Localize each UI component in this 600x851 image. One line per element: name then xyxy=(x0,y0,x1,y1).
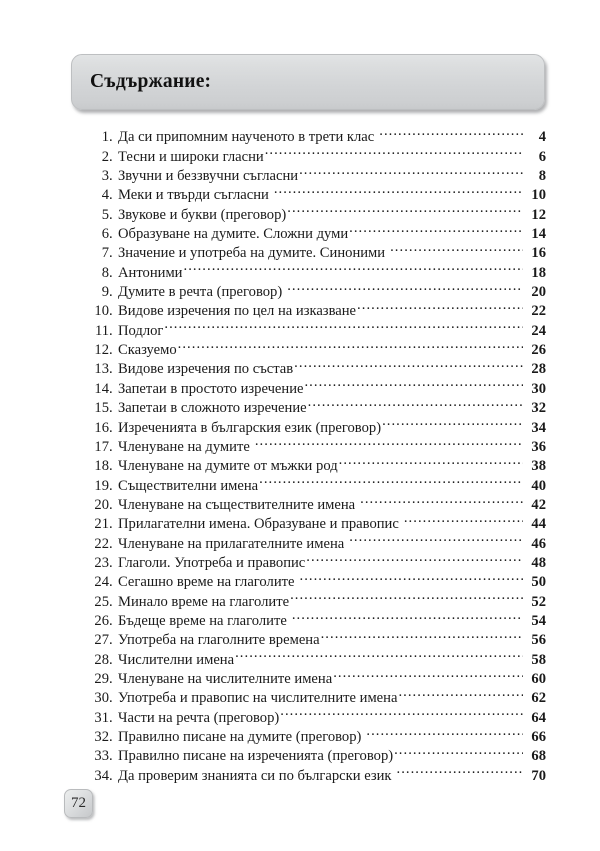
toc-dot-leader xyxy=(184,257,524,276)
toc-entry-page-number: 62 xyxy=(531,690,546,707)
toc-dot-leader xyxy=(280,702,523,721)
toc-entry-number: 2 xyxy=(101,148,109,165)
toc-entry-page-number: 66 xyxy=(531,729,546,745)
toc-entry-number-dot: . xyxy=(109,226,113,243)
toc-entry-title: Изреченията в българския език (преговор) xyxy=(118,419,382,436)
toc-dot-leader xyxy=(394,741,523,760)
toc-entry-number-dot: . xyxy=(109,187,113,204)
toc-dot-leader xyxy=(164,315,523,334)
toc-entry-page-number: 70 xyxy=(531,767,546,784)
toc-entry-number-dot: . xyxy=(109,303,113,320)
toc-dot-leader xyxy=(357,296,523,315)
toc-entry-number-dot: . xyxy=(109,670,113,687)
toc-entry-page-number: 6 xyxy=(538,148,546,165)
toc-dot-leader xyxy=(366,722,523,741)
toc-entry-number-dot: . xyxy=(109,245,113,262)
toc-entry-number-dot: . xyxy=(109,342,113,359)
toc-entry-title: Правилно писане на думите (преговор) xyxy=(118,729,362,745)
toc-entry-number: 33 xyxy=(94,748,109,765)
toc-entry-number: 23 xyxy=(94,554,109,571)
toc-entry-page-number: 42 xyxy=(531,496,546,513)
toc-entry-page-number: 20 xyxy=(531,284,546,301)
toc-dot-leader xyxy=(259,470,523,489)
toc-entry-title: Правилно писане на изреченията (преговор) xyxy=(118,748,394,765)
toc-entry-title: Съществителни имена xyxy=(118,477,259,494)
toc-entry-number-dot: . xyxy=(109,284,113,301)
toc-entry-title: Минало време на глаголите xyxy=(118,593,290,610)
toc-dot-leader xyxy=(333,664,523,683)
toc-entry-page-number: 36 xyxy=(531,438,546,455)
toc-entry-page-number: 10 xyxy=(531,187,546,204)
toc-entry-page-number: 68 xyxy=(531,748,546,765)
toc-entry-number-dot: . xyxy=(109,593,113,610)
toc-entry-number: 12 xyxy=(94,342,109,359)
toc-entry-number: 34 xyxy=(94,767,109,784)
toc-entry-page-number: 50 xyxy=(531,574,546,591)
toc-entry-number-dot: . xyxy=(109,458,113,475)
toc-entry-number: 16 xyxy=(94,419,109,436)
toc-entry-title: Подлог xyxy=(118,322,164,339)
toc-dot-leader xyxy=(349,219,523,238)
toc-entry-number: 21 xyxy=(94,516,109,533)
toc-entry-page-number: 4 xyxy=(538,129,546,146)
toc-dot-leader xyxy=(287,277,523,296)
toc-entry-title: Да проверим знанията си по български език xyxy=(118,767,392,784)
toc-dot-leader xyxy=(397,760,523,779)
toc-entry-title: Звукове и букви (преговор) xyxy=(118,206,287,223)
toc-entry-number: 11 xyxy=(94,322,109,339)
toc-entry-title: Членуване на съществителните имена xyxy=(118,496,356,513)
toc-entry-number: 13 xyxy=(94,361,109,378)
toc-entry-number-dot: . xyxy=(109,729,113,745)
toc-entry-title: Видове изречения по състав xyxy=(118,361,294,378)
toc-entry-number: 31 xyxy=(94,709,109,726)
toc-dot-leader xyxy=(299,161,523,180)
toc-header-plaque xyxy=(71,54,545,110)
toc-entry-page-number: 22 xyxy=(531,303,546,320)
toc-entry-page-number: 24 xyxy=(531,322,546,339)
page-number-badge xyxy=(64,789,93,818)
toc-entry-number-dot: . xyxy=(109,651,113,668)
toc-entry-title: Сегашно време на глаголите xyxy=(118,574,295,591)
toc-entry-number-dot: . xyxy=(109,748,113,765)
toc-dot-leader xyxy=(306,548,523,567)
toc-entry-page-number: 34 xyxy=(531,419,546,436)
toc-entry-number-dot: . xyxy=(109,264,113,281)
toc-dot-leader xyxy=(360,490,523,509)
toc-entry-number: 30 xyxy=(94,690,109,707)
toc-entry-page-number: 64 xyxy=(531,709,546,726)
toc-entry-number-dot: . xyxy=(109,612,113,629)
toc-dot-leader xyxy=(235,644,523,663)
toc-entry-title: Антоними xyxy=(118,264,183,281)
toc-entry-page-number: 60 xyxy=(531,670,546,687)
toc-dot-leader xyxy=(292,606,523,625)
toc-dot-leader xyxy=(178,335,523,354)
toc-entry-number-dot: . xyxy=(109,554,113,571)
toc-entry[interactable] xyxy=(86,122,546,146)
toc-entry-title: Меки и твърди съгласни xyxy=(118,187,269,204)
toc-dot-leader xyxy=(379,122,523,141)
toc-entry-number-dot: . xyxy=(109,419,113,436)
toc-list xyxy=(86,122,546,784)
toc-entry-page-number: 56 xyxy=(531,632,546,649)
toc-entry-title: Употреба и правопис на числителните имена xyxy=(118,690,398,707)
toc-entry-title: Членуване на числителните имена xyxy=(118,670,333,687)
toc-entry-page-number: 32 xyxy=(531,400,546,417)
toc-entry-number: 20 xyxy=(94,496,109,513)
toc-entry-page-number: 54 xyxy=(531,612,546,629)
toc-entry-title: Запетаи в простото изречение xyxy=(118,380,304,397)
toc-entry-number-dot: . xyxy=(109,361,113,378)
toc-entry-number: 4 xyxy=(101,187,109,204)
toc-entry-number-dot: . xyxy=(109,322,113,339)
toc-entry-number-dot: . xyxy=(109,400,113,417)
toc-entry-number: 25 xyxy=(94,593,109,610)
toc-entry-number-dot: . xyxy=(109,632,113,649)
toc-entry-page-number: 30 xyxy=(531,380,546,397)
toc-dot-leader xyxy=(287,199,523,218)
toc-entry-page-number: 16 xyxy=(531,245,546,262)
toc-dot-leader xyxy=(404,509,523,528)
toc-entry-number-dot: . xyxy=(109,516,113,533)
toc-entry-page-number: 18 xyxy=(531,264,546,281)
toc-entry-number: 1 xyxy=(101,129,109,146)
toc-entry-page-number: 8 xyxy=(538,168,546,185)
toc-dot-leader xyxy=(274,180,523,199)
page-number-label: 72 xyxy=(71,795,86,811)
toc-entry-number-dot: . xyxy=(109,535,113,552)
toc-entry-number: 17 xyxy=(94,438,109,455)
toc-entry-number: 29 xyxy=(94,670,109,687)
toc-entry-title: Образуване на думите. Сложни думи xyxy=(118,226,349,243)
toc-dot-leader xyxy=(304,373,523,392)
toc-entry-page-number: 14 xyxy=(531,226,546,243)
toc-entry-number-dot: . xyxy=(109,690,113,707)
toc-entry-number: 19 xyxy=(94,477,109,494)
toc-entry-title: Бъдеще време на глаголите xyxy=(118,612,287,629)
toc-dot-leader xyxy=(308,393,523,412)
toc-entry-number: 8 xyxy=(101,264,109,281)
toc-entry-number: 15 xyxy=(94,400,109,417)
toc-entry-title: Думите в речта (преговор) xyxy=(118,284,283,301)
toc-entry-number-dot: . xyxy=(109,129,113,146)
toc-entry-title: Членуване на думите xyxy=(118,438,250,455)
toc-entry-page-number: 48 xyxy=(531,554,546,571)
page-title: Съдържание: xyxy=(90,71,212,92)
toc-entry-number-dot: . xyxy=(109,574,113,591)
toc-dot-leader xyxy=(390,238,523,257)
toc-entry-number: 26 xyxy=(94,612,109,629)
toc-entry-title: Членуване на думите от мъжки род xyxy=(118,458,338,475)
toc-entry-page-number: 28 xyxy=(531,361,546,378)
toc-entry-number-dot: . xyxy=(109,438,113,455)
toc-dot-leader xyxy=(265,141,523,160)
toc-entry-title: Глаголи. Употреба и правопис xyxy=(118,554,306,571)
toc-entry-title: Членуване на прилагателните имена xyxy=(118,535,345,552)
toc-entry-page-number: 12 xyxy=(531,206,546,223)
toc-entry-number-dot: . xyxy=(109,148,113,165)
toc-entry-number: 24 xyxy=(94,574,109,591)
toc-entry-number-dot: . xyxy=(109,380,113,397)
toc-entry-title: Да си припомним наученото в трети клас xyxy=(118,129,375,146)
toc-dot-leader xyxy=(382,412,523,431)
toc-entry-number-dot: . xyxy=(109,496,113,513)
toc-dot-leader xyxy=(255,432,523,451)
toc-entry-number: 7 xyxy=(101,245,109,262)
toc-entry-number: 32 xyxy=(94,729,109,745)
toc-entry-title: Тесни и широки гласни xyxy=(118,148,264,165)
toc-entry-number: 27 xyxy=(94,632,109,649)
toc-entry-number: 18 xyxy=(94,458,109,475)
toc-dot-leader xyxy=(398,683,523,702)
toc-entry-page-number: 38 xyxy=(531,458,546,475)
toc-entry-title: Видове изречения по цел на изказване xyxy=(118,303,357,320)
toc-dot-leader xyxy=(290,586,523,605)
toc-entry-page-number: 58 xyxy=(531,651,546,668)
toc-entry-number: 10 xyxy=(94,303,109,320)
toc-entry-number-dot: . xyxy=(109,709,113,726)
toc-entry-title: Части на речта (преговор) xyxy=(118,709,280,726)
toc-entry-number: 6 xyxy=(101,226,109,243)
toc-entry-title: Прилагателни имена. Образуване и правопис xyxy=(118,516,399,533)
toc-entry-number: 5 xyxy=(101,206,109,223)
toc-entry-page-number: 52 xyxy=(531,593,546,610)
toc-entry-number: 3 xyxy=(101,168,109,185)
toc-entry-title: Сказуемо xyxy=(118,342,177,359)
toc-entry-title: Употреба на глаголните времена xyxy=(118,632,320,649)
toc-dot-leader xyxy=(339,451,523,470)
toc-entry-number: 28 xyxy=(94,651,109,668)
toc-entry-page-number: 26 xyxy=(531,342,546,359)
toc-entry-page-number: 44 xyxy=(531,516,546,533)
toc-entry-title: Значение и употреба на думите. Синоними xyxy=(118,245,386,262)
toc-entry-title: Числителни имена xyxy=(118,651,235,668)
toc-entry-title: Звучни и беззвучни съгласни xyxy=(118,168,299,185)
toc-entry-title: Запетаи в сложното изречение xyxy=(118,400,307,417)
toc-entry-page-number: 46 xyxy=(531,535,546,552)
toc-entry-number-dot: . xyxy=(109,168,113,185)
toc-entry-number: 14 xyxy=(94,380,109,397)
toc-entry-number-dot: . xyxy=(109,477,113,494)
toc-dot-leader xyxy=(300,567,524,586)
toc-dot-leader xyxy=(294,354,523,373)
toc-dot-leader xyxy=(349,528,523,547)
toc-dot-leader xyxy=(321,625,523,644)
toc-entry-number-dot: . xyxy=(109,206,113,223)
toc-entry-page-number: 40 xyxy=(531,477,546,494)
toc-entry-number-dot: . xyxy=(109,767,113,784)
toc-entry-number: 9 xyxy=(101,284,109,301)
toc-entry-number: 22 xyxy=(94,535,109,552)
